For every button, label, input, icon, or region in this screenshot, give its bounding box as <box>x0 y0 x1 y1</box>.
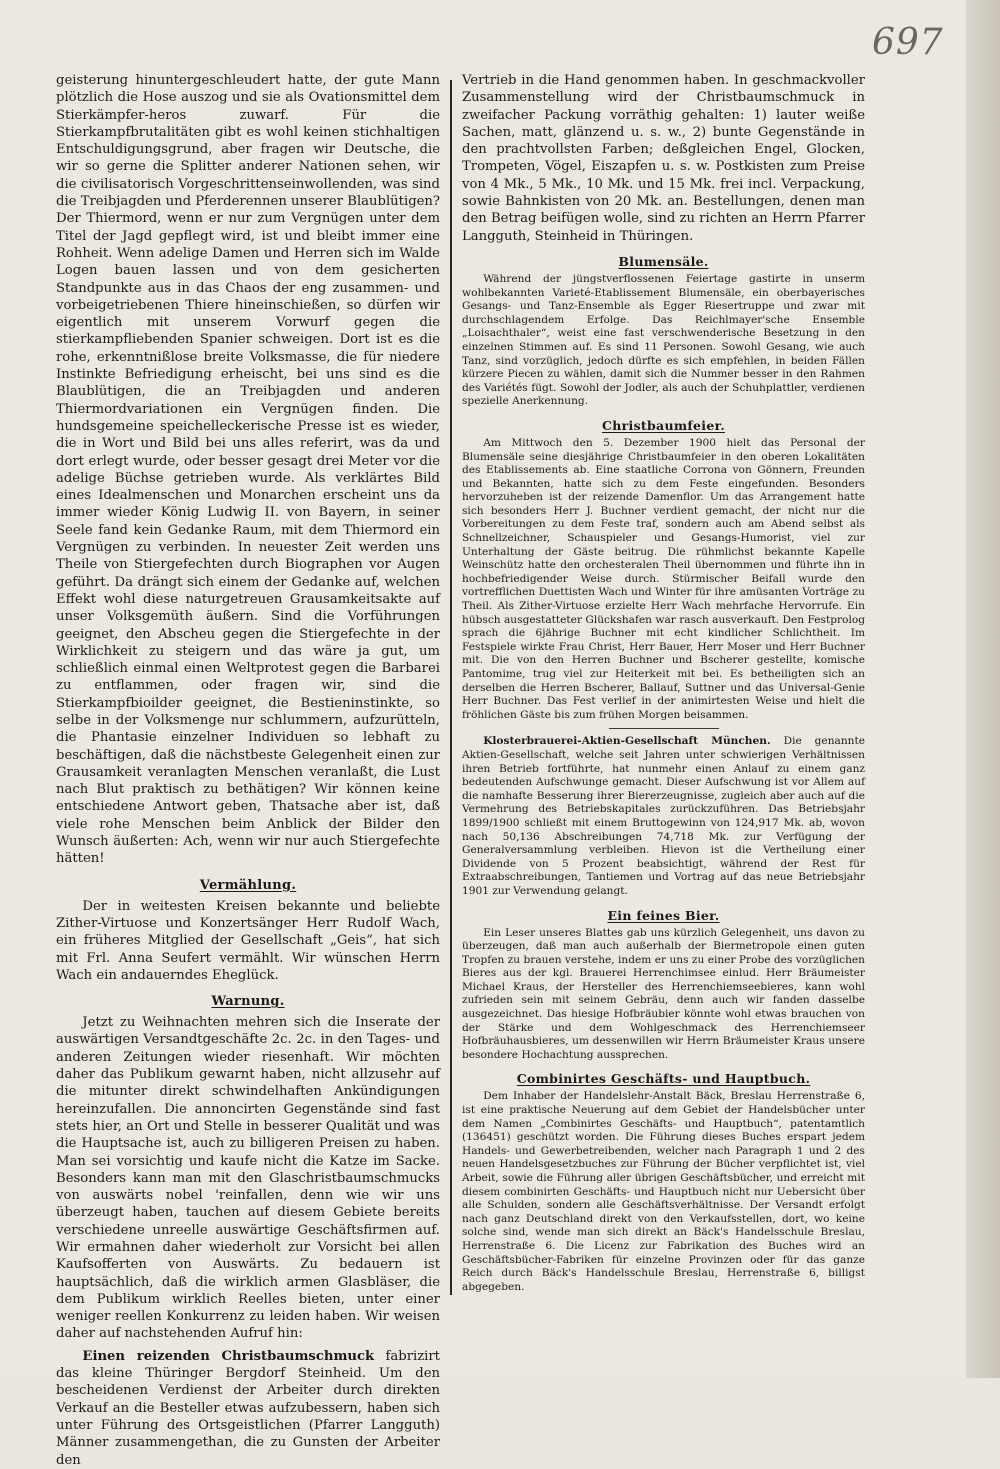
christbaumschmuck-appeal <box>56 1348 440 1469</box>
article-hauptbuch: Dem Inhaber der Handelslehr-Anstalt Bäck, Breslau Herrenstraße 6, ist eine praktische Neuerung auf dem Gebiet der Handelsbücher unter dem Namen „Combinirtes Geschäfts- und Hauptbuch“, patentamtlich (136451) geschützt worden. Die Führung dieses Buches erspart jedem Handels- und Gewerbetreibenden, welcher nach Paragraph 1 und 2 des neuen Handelsgesetzbuches zur Führung der Bücher verpflichtet ist, viel Arbeit, sowie die Führung aller übrigen Geschäftsbücher, und erreicht mit diesem combinirten Geschäfts- und Hauptbuch nicht nur Uebersicht über alle Schulden, sondern alle Geschäftsverhältnisse. Der Versandt erfolgt nach ganz Deutschland direkt von den Verkaufsstellen, dort, wo keine solche sind, wende man sich direkt an Bäck's Handelsschule Breslau, Herrenstraße 6. Die Licenz zur Fabrikation des Buches wird an Geschäftsbücher-Fabriken für einzelne Provinzen oder für das ganze Reich durch Bäck's Handelsschule Breslau, Herrenstraße 6, billigst abgegeben. <box>462 1090 865 1293</box>
page-edge <box>966 0 1000 1378</box>
heading-bier: Ein feines Bier. <box>607 907 720 923</box>
heading-christbaumfeier: Christbaumfeier. <box>602 417 725 433</box>
klosterbrauerei-text: Die genannte Aktien-Gesellschaft, welche seit Jahren unter schwierigen Verhältnissen ihren Betrieb fortführte, hat nunmehr einen Anlauf zu einem ganz bedeutenden Aufschwunge gemacht. Dieser Aufschwung ist vor Allem auf die namhafte Besserung ihrer Biererzeugnisse, zugleich aber auch auf die Vermehrung des Betriebskapitales zurückzuführen. Das Betriebsjahr 1899/1900 schließt mit einem Bruttogewinn von 124,917 Mk. ab, wovon nach 50,136 Abschreibungen 74,718 Mk. zur Verfügung der Generalversammlung verbleiben. Hievon ist die Vertheilung einer Dividende von 5 Prozent beabsichtigt, während der Rest für Extraabschreibungen, Tantiemen und Vortrag auf das neue Betriebsjahr 1901 zur Verwendung gelangt. <box>462 735 866 897</box>
left-column <box>56 72 440 1469</box>
christbaumschmuck-continuation: Vertrieb in die Hand genommen haben. In geschmackvoller Zusammenstellung wird der Christbaumschmuck in zweifacher Packung vorräthig gehalten: 1) lauter weiße Sachen, matt, glänzend u. s. w., 2) bunte Gegenstände in den prachtvollsten Farben; deßgleichen Engel, Glocken, Trompeten, Vögel, Eiszapfen u. s. w. Postkisten zum Preise von 4 Mk., 5 Mk., 10 Mk. und 15 Mk. frei incl. Verpackung, sowie Bahnkisten von 20 Mk. an. Bestellungen, denen man den Betrag beifügen wolle, sind zu richten an Herrn Pfarrer Langguth, Steinheid in Thüringen. <box>462 73 865 244</box>
heading-warnung: Warnung. <box>211 994 285 1010</box>
article-stierkampf-continuation: geisterung hinuntergeschleudert hatte, der gute Mann plötzlich die Hose auszog und sie als Ovationsmittel dem Stierkämpfer-heros zuwarf. Für die Stierkampfbrutalitäten gibt es wohl keinen stichhaltigen Entschuldigungsgrund, aber fragen wir Deutsche, die wir so gerne die Splitter anderer Nationen sehen, wir die civilisatorisch Vorgeschrittenseinwollenden, was sind die Treibjagden und Pferderennen unserer Blaublütigen? Der Thiermord, wenn er nur zum Vergnügen unter dem Titel der Jagd gepflegt wird, ist und bleibt immer eine Rohheit. Wenn adelige Damen und Herren sich im Walde Logen bauen lassen und von dem gesicherten Standpunkte aus in das Chaos der eng zusammen- und vorbeigetriebenen Thiere hineinschießen, so dürfen wir eigentlich mit unserem Vorwurf gegen die stierkampfliebenden Spanier schweigen. Dort ist es die rohe, erkenntnißlose breite Volksmasse, die für niedere Instinkte Befriedigung erheischt, bei uns sind es die Blaublütigen, die an Treibjagden und anderen Thiermordvariationen ein Vergnügen finden. Die hundsgemeine speichelleckerische Presse ist es wieder, die in Wort und Bild bei uns alles referirt, was da und dort erlegt wurde, oder besser gesagt drei Meter vor die adelige Büchse getrieben wurde. Als verklärtes Bild eines Idealmenschen und Monarchen erscheint uns da immer wieder König Ludwig II. von Bayern, in seiner Seele fand kein Gedanke Raum, mit dem Thiermord ein Vergnügen zu verbinden. In neuester Zeit werden uns Theile von Stiergefechten durch Biographen vor Augen geführt. Da drängt sich einem der Gedanke auf, welchen Effekt wohl diese naturgetreuen Grausamkeitsakte auf unser Volksgemüth äußern. Sind die Vorführungen geeignet, den Abscheu gegen die Stiergefechte in der Wirklichkeit zu steigern und das wäre ja gut, um schließlich einmal einen Weltprotest gegen die Barbarei zu entflammen, oder fragen wir, sind die Stierkampfbioilder geeignet, die Bestieninstinkte, so selbe in der Volksmenge nur schlummern, aufzurütteln, die Phantasie einzelner Individuen so lebhaft zu beschäftigen, daß die nächstbeste Gelegenheit einen zur Grausamkeit veranlagten Menschen veranlaßt, die Lust nach Blut praktisch zu bethätigen? Wir können keine entschiedene Antwort geben, Thatsache aber ist, daß viele rohe Menschen beim Anblick der Bilder den Wunsch äußerten: Ach, wenn wir nur auch Stiergefechte hätten! <box>56 73 440 867</box>
article-warnung: Jetzt zu Weihnachten mehren sich die Inserate der auswärtigen Versandtgeschäfte 2c. 2c. in den Tages- und anderen Zeitungen wieder riesenhaft. Wir möchten daher das Publikum gewarnt haben, nicht allzusehr auf die mitunter direkt schwindelhaften Ankündigungen hereinzufallen. Die annoncirten Gegenstände sind fast stets hier, an Ort und Stelle in besserer Qualität und was die Hauptsache ist, auch zu billigeren Preisen zu haben. Man sei vorsichtig und kaufe nicht die Katze im Sacke. Besonders kann man mit den Glaschristbaumschmucks von auswärts nobel 'reinfallen, denn wie wir uns überzeugt haben, tauchen auf diesem Gebiete bereits verschiedene unreelle auswärtige Geschäftsfirmen auf. Wir ermahnen daher wiederholt zur Vorsicht bei allen Kaufsofferten von Auswärts. Zu bedauern ist hauptsächlich, daß die wirklich armen Glasbläser, die dem Publikum wirklich Reelles bieten, unter einer weniger reellen Konkurrenz zu leiden haben. Wir weisen daher auf nachstehenden Aufruf hin: <box>56 1015 440 1342</box>
heading-blumensaele: Blumensäle. <box>618 253 709 269</box>
column-divider <box>450 80 452 1295</box>
article-blumensaele: Während der jüngstverflossenen Feiertage gastirte in unserm wohlbekannten Varieté-Etablissement Blumensäle, ein oberbayerisches Gesangs- und Tanz-Ensemble als Egger Riesertruppe und zwar mit durchschlagendem Erfolge. Das Reichlmayer'sche Ensemble „Loisachthaler“, weist eine fast verschwenderische Besetzung in den einzelnen Stimmen auf. Es sind 11 Personen. Sowohl Gesang, wie auch Tanz, sind vorzüglich, jedoch dürfte es sich empfehlen, in beiden Fällen kürzere Piecen zu wählen, damit sich die Nummer besser in den Rahmen des Variétés fügt. Sowohl der Jodler, als auch der Schuhplattler, verdienen spezielle Anerkennung. <box>462 272 865 408</box>
christbaumschmuck-lead: Einen reizenden Christbaumschmuck <box>82 1348 375 1364</box>
article-bier: Ein Leser unseres Blattes gab uns kürzlich Gelegenheit, uns davon zu überzeugen, daß man auch außerhalb der Biermetropole einen guten Tropfen zu brauen verstehe, indem er uns zu einer Probe des vorzüglichen Bieres aus der kgl. Brauerei Herrenchimsee einlud. Herr Bräumeister Michael Kraus, der Hersteller des Herrenchiemseebieres, kann wohl zufrieden sein mit seinem Gebräu, denn auch wir fanden dasselbe ausgezeichnet. Das hiesige Hofbräubier könnte wohl etwas brauchen von der Stärke und dem Wohlgeschmack des Herrenchiemseer Hofbräuhausbieres, um dessenwillen wir Herrn Bräumeister Kraus unsere besondere Hochachtung aussprechen. <box>462 926 865 1061</box>
heading-vermaehlung: Vermählung. <box>199 877 297 893</box>
christbaumschmuck-text: fabrizirt das kleine Thüringer Bergdorf Steinheid. Um den bescheidenen Verdienst der Arbeiter durch direkten Verkauf an die Besteller etwas aufzubessern, haben sich unter Führung des Ortsgeistlichen (Pfarrer Langguth) Männer zusammengethan, die zu Gunsten der Arbeiter den <box>56 1348 440 1468</box>
article-vermaehlung: Der in weitesten Kreisen bekannte und beliebte Zither-Virtuose und Konzertsänger Herr Rudolf Wach, ein früheres Mitglied der Gesellschaft „Geis“, hat sich mit Frl. Anna Seufert vermählt. Wir wünschen Herrn Wach ein andauerndes Eheglück. <box>56 898 440 983</box>
separator-rule <box>609 728 719 729</box>
klosterbrauerei-lead: Klosterbrauerei-Aktien-Gesellschaft München. <box>483 735 771 748</box>
article-christbaumfeier: Am Mittwoch den 5. Dezember 1900 hielt das Personal der Blumensäle seine diesjährige Christbaumfeier in den oberen Lokalitäten des Etablissements ab. Eine staatliche Corrona von Gönnern, Freunden und Bekannten, hatte sich zu dem Feste eingefunden. Besonders hervorzuheben ist der reizende Damenflor. Um das Arrangement hatte sich besonders Herr J. Buchner verdient gemacht, der nicht nur die Vorbereitungen zu dem Feste traf, sondern auch am Abend selbst als Schnellzeichner, Schauspieler und Gesangs-Humorist, viel zur Unterhaltung der Gäste beitrug. Die rühmlichst bekannte Kapelle Weinschütz hatte den orchesteralen Theil übernommen und führte ihn in hochbefriedigender Weise durch. Stürmischer Beifall wurde den vortrefflichen Duettisten Wach und Winter für ihre amüsanten Vorträge zu Theil. Als Zither-Virtuose erzielte Herr Wach mehrfache Hervorrufe. Ein hübsch ausgestatteter Glückshafen war rasch ausverkauft. Den Festprolog sprach die 6jährige Buchner mit echt kindlicher Schlichtheit. Im Festspiele wirkte Frau Christ, Herr Bauer, Herr Moser und Herr Buchner mit. Die von den Herren Buchner und Bscherer gestellte, komische Pantomime, trug viel zur Heiterkeit mit bei. Es betheiligten sich an derselben die Herren Bscherer, Ballauf, Suttner und das Universal-Genie Herr Buchner. Das Fest verlief in der animirtesten Weise und hielt die fröhlichen Gäste bis zum frühen Morgen beisammen. <box>462 436 865 721</box>
right-column <box>462 72 865 1294</box>
heading-hauptbuch: Combinirtes Geschäfts- und Hauptbuch. <box>516 1071 811 1087</box>
article-klosterbrauerei <box>462 735 865 898</box>
page-number: 697 <box>872 22 944 63</box>
